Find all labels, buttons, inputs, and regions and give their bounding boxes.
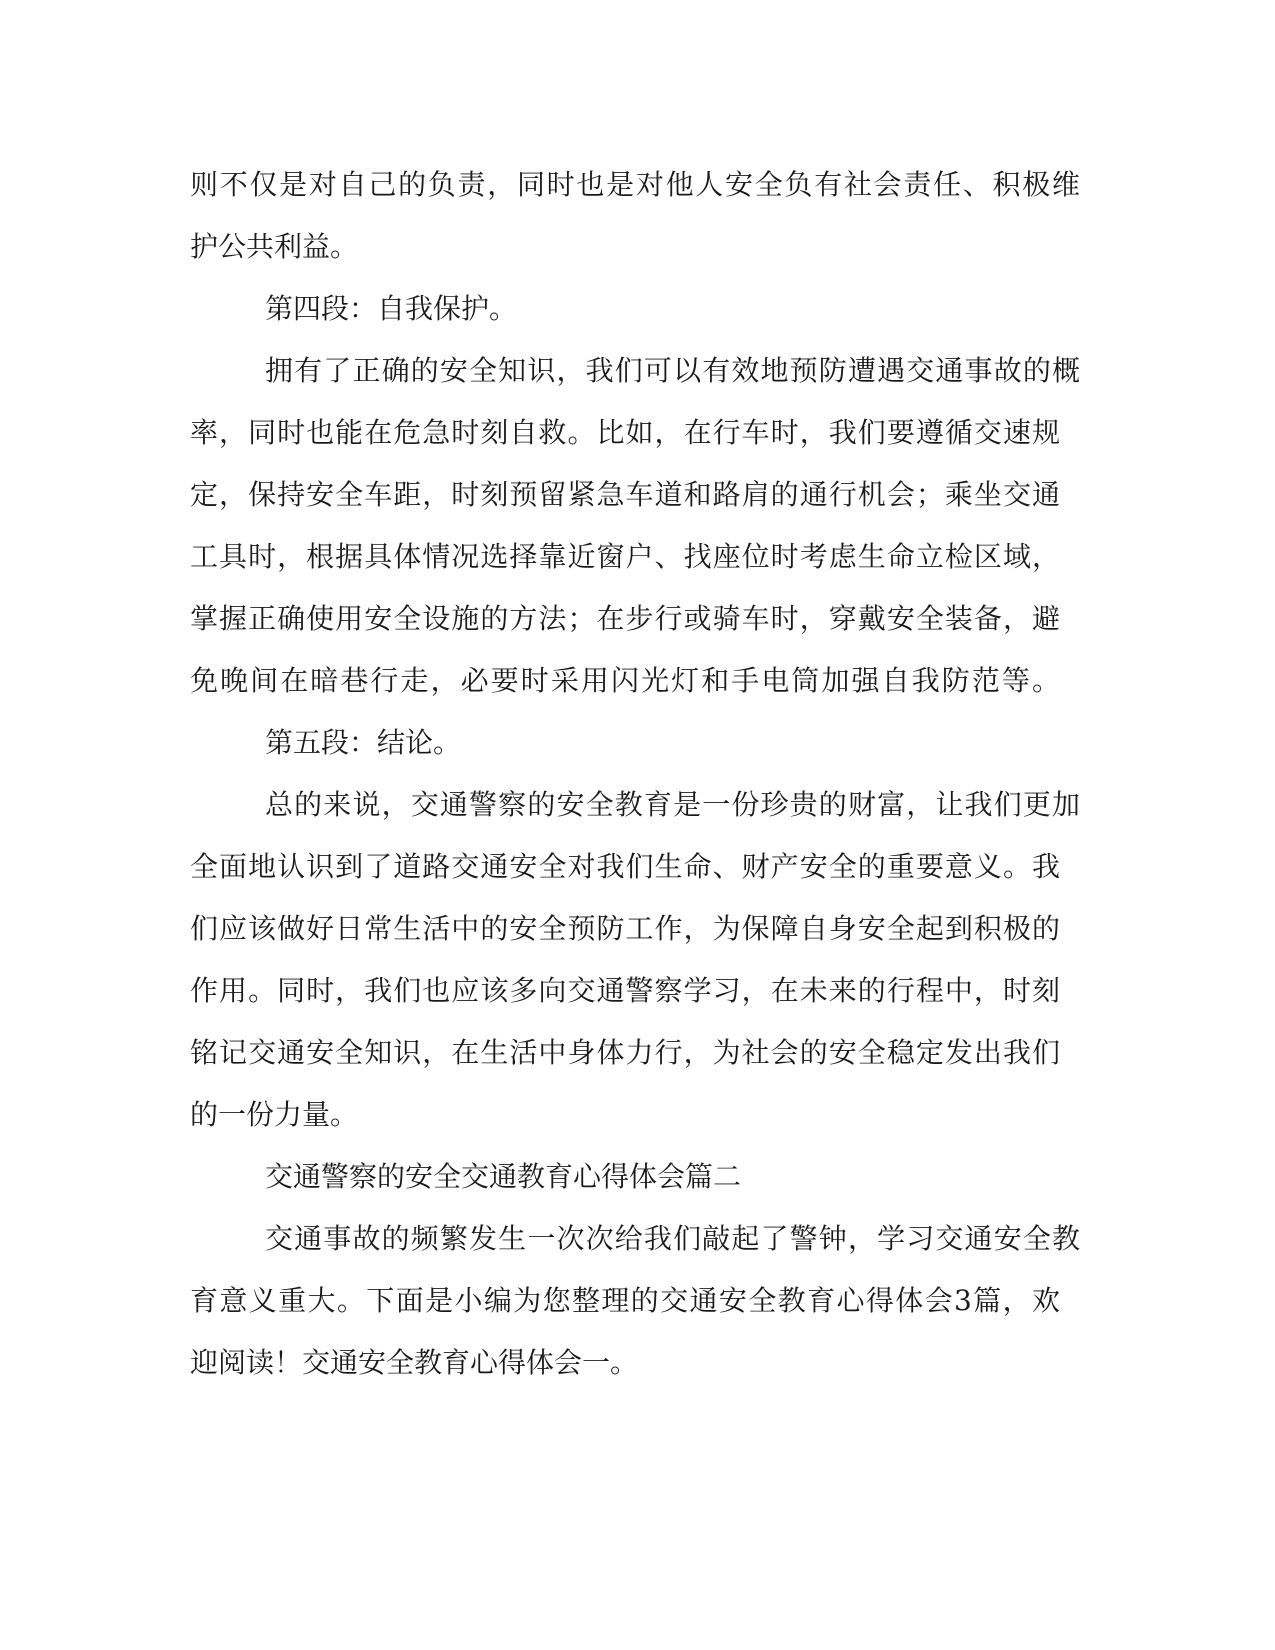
text-line bbox=[0, 661, 1275, 701]
text-line bbox=[0, 1095, 1275, 1135]
line-text: 交通事故的频繁发生一次次给我们敲起了警钟，学习交通安全教 bbox=[265, 1222, 1080, 1255]
text-line bbox=[0, 847, 1275, 887]
text-line bbox=[0, 537, 1275, 577]
text-line bbox=[0, 413, 1275, 453]
line-text: 作用。同时，我们也应该多向交通警察学习，在未来的行程中，时刻 bbox=[190, 974, 1060, 1007]
line-text: 拥有了正确的安全知识，我们可以有效地预防遭遇交通事故的概 bbox=[265, 354, 1080, 387]
text-line bbox=[0, 227, 1275, 267]
line-text: 免晚间在暗巷行走，必要时采用闪光灯和手电筒加强自我防范等。 bbox=[190, 664, 1060, 697]
text-line bbox=[0, 599, 1275, 639]
section-heading bbox=[0, 723, 1275, 763]
text-line bbox=[0, 165, 1275, 205]
text-line bbox=[0, 1219, 1275, 1259]
line-text: 们应该做好日常生活中的安全预防工作，为保障自身安全起到积极的 bbox=[190, 912, 1060, 945]
line-text: 定，保持安全车距，时刻预留紧急车道和路肩的通行机会；乘坐交通 bbox=[190, 478, 1060, 511]
section-heading bbox=[0, 289, 1275, 329]
line-text: 育意义重大。下面是小编为您整理的交通安全教育心得体会3篇，欢 bbox=[190, 1284, 1060, 1317]
section-heading bbox=[0, 1157, 1275, 1197]
text-line bbox=[0, 475, 1275, 515]
line-text: 则不仅是对自己的负责，同时也是对他人安全负有社会责任、积极维 bbox=[190, 168, 1080, 201]
line-text: 迎阅读！交通安全教育心得体会一。 bbox=[190, 1346, 639, 1379]
heading-text: 第五段：结论。 bbox=[265, 726, 462, 759]
text-line bbox=[0, 1281, 1275, 1321]
line-text: 率，同时也能在危急时刻自救。比如，在行车时，我们要遵循交速规 bbox=[190, 416, 1060, 449]
line-text: 护公共利益。 bbox=[190, 230, 359, 263]
line-text: 的一份力量。 bbox=[190, 1098, 359, 1131]
text-line bbox=[0, 971, 1275, 1011]
text-line bbox=[0, 785, 1275, 825]
line-text: 总的来说，交通警察的安全教育是一份珍贵的财富，让我们更加 bbox=[265, 788, 1080, 821]
line-text: 掌握正确使用安全设施的方法；在步行或骑车时，穿戴安全装备，避 bbox=[190, 602, 1060, 635]
heading-text: 第四段：自我保护。 bbox=[265, 292, 518, 325]
text-line bbox=[0, 351, 1275, 391]
line-text: 全面地认识到了道路交通安全对我们生命、财产安全的重要意义。我 bbox=[190, 850, 1060, 883]
line-text: 铭记交通安全知识，在生活中身体力行，为社会的安全稳定发出我们 bbox=[190, 1036, 1060, 1069]
text-line bbox=[0, 1033, 1275, 1073]
text-line bbox=[0, 909, 1275, 949]
text-line bbox=[0, 1343, 1275, 1383]
heading-text: 交通警察的安全交通教育心得体会篇二 bbox=[265, 1160, 742, 1193]
line-text: 工具时，根据具体情况选择靠近窗户、找座位时考虑生命立检区域， bbox=[190, 540, 1060, 573]
